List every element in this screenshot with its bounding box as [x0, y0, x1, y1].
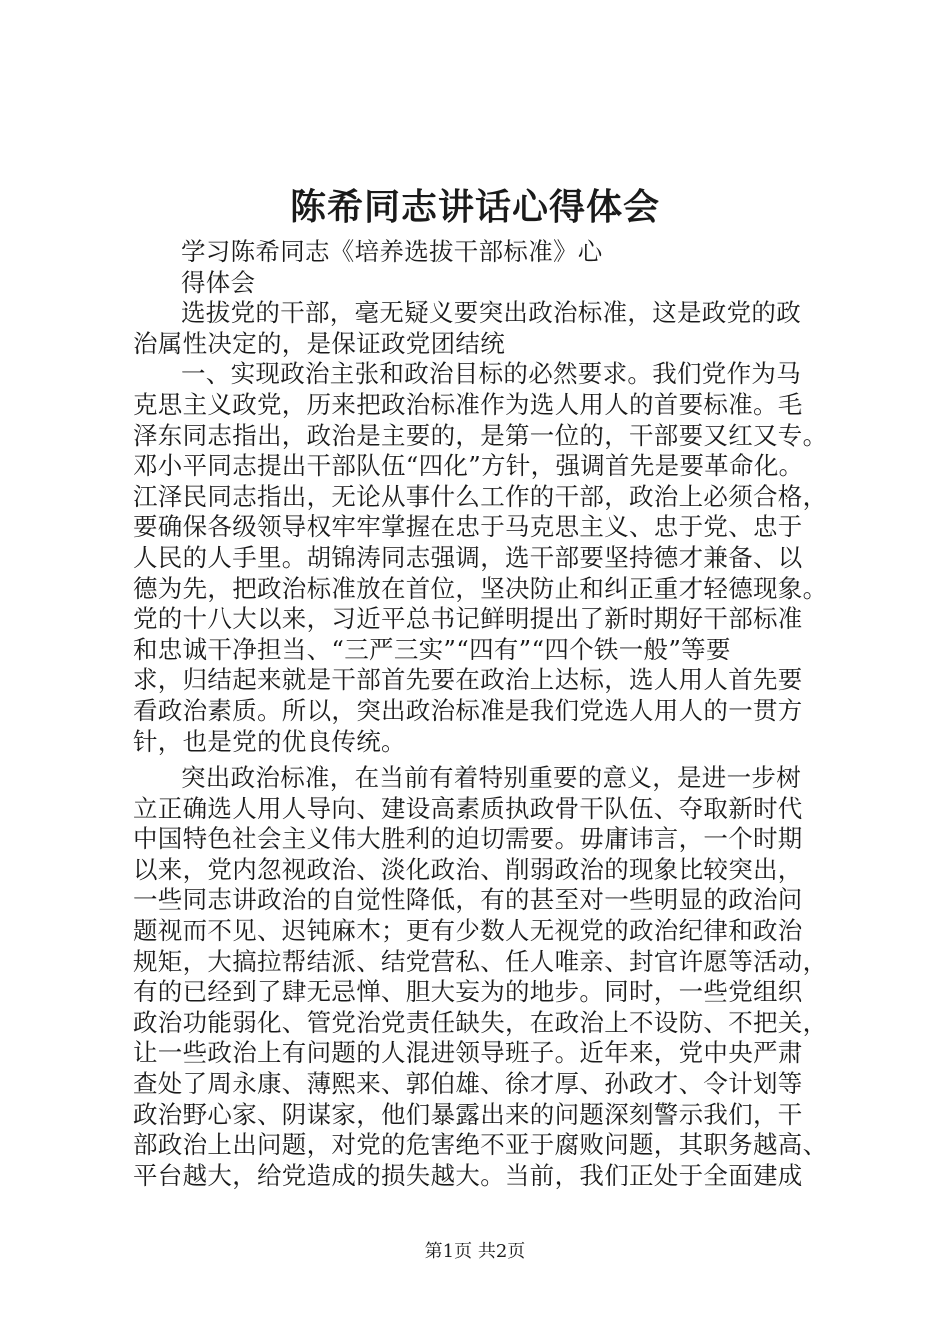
body-line: 治属性决定的，是保证政党团结统: [133, 328, 505, 358]
page-footer: 第1页 共2页: [424, 1241, 526, 1262]
body-line: 看政治素质。所以，突出政治标准是我们党选人用人的一贯方: [133, 695, 803, 725]
body-line: 查处了周永康、薄熙来、郭伯雄、徐才厚、孙政才、令计划等: [133, 1069, 803, 1099]
body-line: 一、实现政治主张和政治目标的必然要求。我们党作为马: [181, 359, 801, 389]
body-line: 得体会: [181, 267, 256, 297]
document-body: [133, 237, 833, 1191]
body-line: 一些同志讲政治的自觉性降低，有的甚至对一些明显的政治问: [133, 885, 803, 915]
body-line: 部政治上出问题，对党的危害绝不亚于腐败问题，其职务越高、: [133, 1130, 828, 1160]
body-line: 平台越大，给党造成的损失越大。当前，我们正处于全面建成: [133, 1160, 803, 1190]
body-line: 题视而不见、迟钝麻木；更有少数人无视党的政治纪律和政治: [133, 916, 803, 946]
body-line: 突出政治标准，在当前有着特别重要的意义，是进一步树: [181, 763, 801, 793]
body-line: 有的已经到了肆无忌惮、胆大妄为的地步。同时，一些党组织: [133, 977, 803, 1007]
body-line: 和忠诚干净担当、“三严三实”“四有”“四个铁一般”等要: [133, 634, 731, 664]
body-line: 规矩，大搞拉帮结派、结党营私、任人唯亲、封官许愿等活动，: [133, 946, 828, 976]
body-line: 邓小平同志提出干部队伍“四化”方针，强调首先是要革命化。: [133, 451, 804, 481]
body-line: 克思主义政党，历来把政治标准作为选人用人的首要标准。毛: [133, 389, 803, 419]
body-line: 求，归结起来就是干部首先要在政治上达标，选人用人首先要: [133, 665, 803, 695]
body-line: 针，也是党的优良传统。: [133, 726, 406, 756]
body-line: 让一些政治上有问题的人混进领导班子。近年来，党中央严肃: [133, 1038, 803, 1068]
body-line: 政治功能弱化、管党治党责任缺失，在政治上不设防、不把关，: [133, 1007, 828, 1037]
body-line: 选拔党的干部，毫无疑义要突出政治标准，这是政党的政: [181, 298, 801, 328]
body-line: 要确保各级领导权牢牢掌握在忠于马克思主义、忠于党、忠于: [133, 512, 803, 542]
body-line: 立正确选人用人导向、建设高素质执政骨干队伍、夺取新时代: [133, 793, 803, 823]
body-line: 政治野心家、阴谋家，他们暴露出来的问题深刻警示我们，干: [133, 1099, 803, 1129]
body-line: 党的十八大以来，习近平总书记鲜明提出了新时期好干部标准: [133, 604, 803, 634]
body-line: 泽东同志指出，政治是主要的，是第一位的，干部要又红又专。: [133, 420, 828, 450]
document-title: 陈希同志讲话心得体会: [289, 186, 660, 228]
body-line: 中国特色社会主义伟大胜利的迫切需要。毋庸讳言，一个时期: [133, 824, 803, 854]
body-line: 以来，党内忽视政治、淡化政治、削弱政治的现象比较突出，: [133, 854, 803, 884]
body-line: 学习陈希同志《培养选拔干部标准》心: [181, 237, 603, 266]
body-line: 江泽民同志指出，无论从事什么工作的干部，政治上必须合格，: [133, 481, 828, 511]
body-line: 德为先，把政治标准放在首位，坚决防止和纠正重才轻德现象。: [133, 573, 828, 603]
body-line: 人民的人手里。胡锦涛同志强调，选干部要坚持德才兼备、以: [133, 542, 803, 572]
